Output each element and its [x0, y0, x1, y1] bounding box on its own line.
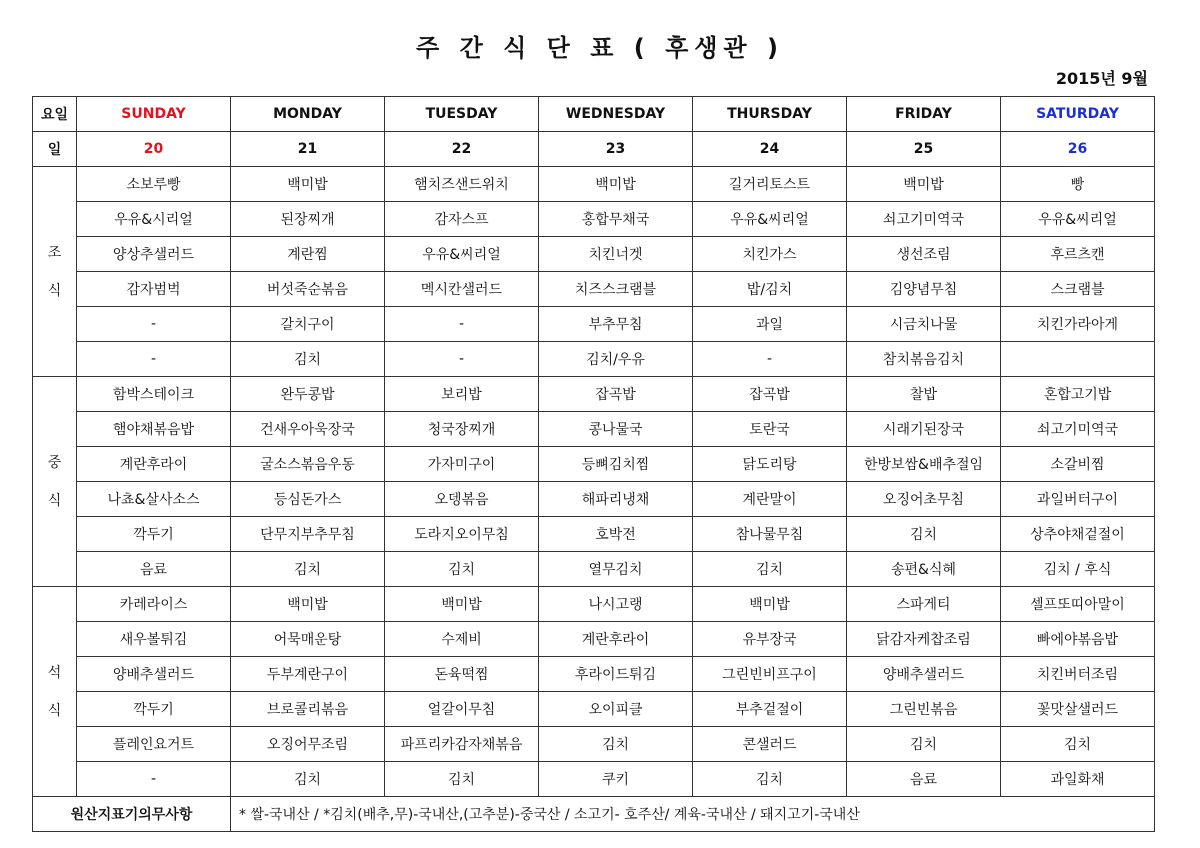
menu-item: - — [385, 342, 539, 377]
menu-item: 참치볶음김치 — [847, 342, 1001, 377]
menu-item: 쇠고기미역국 — [1001, 412, 1155, 447]
breakfast-menu-row — [33, 342, 1155, 377]
menu-item: 백미밥 — [539, 167, 693, 202]
origin-notes-row — [33, 797, 1155, 832]
menu-item: 김치 — [693, 762, 847, 797]
menu-item: 과일 — [693, 307, 847, 342]
menu-item: 계란찜 — [231, 237, 385, 272]
menu-item: 햄야채볶음밥 — [77, 412, 231, 447]
menu-item: 플레인요거트 — [77, 727, 231, 762]
menu-item: 백미밥 — [231, 167, 385, 202]
menu-item: 새우볼튀김 — [77, 622, 231, 657]
menu-item: 시래기된장국 — [847, 412, 1001, 447]
menu-item: 김치 — [231, 342, 385, 377]
menu-item: 굴소스볶음우동 — [231, 447, 385, 482]
page-title: 주 간 식 단 표 ( 후생관 ) — [416, 34, 784, 62]
menu-item: 계란후라이 — [539, 622, 693, 657]
weekly-menu-table — [32, 96, 1155, 832]
menu-item: 감자범벅 — [77, 272, 231, 307]
menu-item: 김치 — [231, 762, 385, 797]
menu-item: 김치 / 후식 — [1001, 552, 1155, 587]
menu-item: 그린빈비프구이 — [693, 657, 847, 692]
menu-item: 유부장국 — [693, 622, 847, 657]
menu-item: 어묵매운탕 — [231, 622, 385, 657]
menu-item: 깍두기 — [77, 517, 231, 552]
menu-item: 보리밥 — [385, 377, 539, 412]
breakfast-menu-row — [33, 272, 1155, 307]
menu-item: 함박스테이크 — [77, 377, 231, 412]
breakfast-label-top: 조 — [47, 244, 62, 261]
menu-item: 토란국 — [693, 412, 847, 447]
lunch-label — [33, 377, 77, 587]
menu-item: 갈치구이 — [231, 307, 385, 342]
lunch-label-top: 중 — [47, 454, 62, 471]
menu-item: - — [77, 307, 231, 342]
menu-item: 치킨버터조림 — [1001, 657, 1155, 692]
menu-item: 버섯죽순볶음 — [231, 272, 385, 307]
menu-item: 후르츠캔 — [1001, 237, 1155, 272]
menu-item: 김치 — [231, 552, 385, 587]
day-name-saturday: SATURDAY — [1001, 97, 1155, 132]
menu-item: 생선조림 — [847, 237, 1001, 272]
lunch-label-bottom: 식 — [47, 492, 62, 509]
menu-item: 카레라이스 — [77, 587, 231, 622]
menu-item: 꽃맛살샐러드 — [1001, 692, 1155, 727]
menu-item: 멕시칸샐러드 — [385, 272, 539, 307]
menu-item: 오이피클 — [539, 692, 693, 727]
menu-item: 송편&식혜 — [847, 552, 1001, 587]
menu-item: 돈육떡찜 — [385, 657, 539, 692]
menu-item: 참나물무침 — [693, 517, 847, 552]
date-thursday: 24 — [693, 132, 847, 167]
menu-item: 완두콩밥 — [231, 377, 385, 412]
menu-item: 빵 — [1001, 167, 1155, 202]
menu-item: 혼합고기밥 — [1001, 377, 1155, 412]
dinner-menu-row — [33, 622, 1155, 657]
menu-item: 브로콜리볶음 — [231, 692, 385, 727]
menu-item: 홍합무채국 — [539, 202, 693, 237]
menu-item: 김치 — [847, 517, 1001, 552]
menu-item: - — [693, 342, 847, 377]
date-friday: 25 — [847, 132, 1001, 167]
menu-item: 단무지부추무침 — [231, 517, 385, 552]
menu-item: 시금치나물 — [847, 307, 1001, 342]
weekday-row — [33, 97, 1155, 132]
menu-item: 과일화채 — [1001, 762, 1155, 797]
menu-item: 쇠고기미역국 — [847, 202, 1001, 237]
dinner-label-top: 석 — [47, 664, 62, 681]
breakfast-label-bottom: 식 — [47, 282, 62, 299]
menu-item: 우유&씨리얼 — [385, 237, 539, 272]
lunch-menu-row — [33, 412, 1155, 447]
menu-item: 치킨너겟 — [539, 237, 693, 272]
menu-item: 백미밥 — [385, 587, 539, 622]
menu-item: 잡곡밥 — [693, 377, 847, 412]
menu-item: 김양념무침 — [847, 272, 1001, 307]
menu-item: 수제비 — [385, 622, 539, 657]
menu-item: 소갈비찜 — [1001, 447, 1155, 482]
menu-item: 상추야채겉절이 — [1001, 517, 1155, 552]
menu-item: 계란후라이 — [77, 447, 231, 482]
menu-item: 빠에야볶음밥 — [1001, 622, 1155, 657]
month-label: 2015년 9월 — [1055, 69, 1148, 88]
date-tuesday: 22 — [385, 132, 539, 167]
menu-item: 백미밥 — [231, 587, 385, 622]
menu-item: 얼갈이무침 — [385, 692, 539, 727]
menu-item: 백미밥 — [847, 167, 1001, 202]
date-row — [33, 132, 1155, 167]
menu-item: 계란말이 — [693, 482, 847, 517]
day-name-monday: MONDAY — [231, 97, 385, 132]
dinner-label — [33, 587, 77, 797]
day-name-thursday: THURSDAY — [693, 97, 847, 132]
menu-item: 건새우아욱장국 — [231, 412, 385, 447]
date-wednesday: 23 — [539, 132, 693, 167]
menu-item: 나시고랭 — [539, 587, 693, 622]
lunch-menu-row — [33, 482, 1155, 517]
menu-item: 햄치즈샌드위치 — [385, 167, 539, 202]
day-name-tuesday: TUESDAY — [385, 97, 539, 132]
menu-item: 김치 — [847, 727, 1001, 762]
menu-item: 깍두기 — [77, 692, 231, 727]
menu-item: 치킨가라아게 — [1001, 307, 1155, 342]
menu-item: 김치 — [385, 762, 539, 797]
menu-item: 우유&시리얼 — [77, 202, 231, 237]
menu-item: 음료 — [77, 552, 231, 587]
origin-notes-text: * 쌀-국내산 / *김치(배추,무)-국내산,(고추분)-중국산 / 소고기- 호주산/ 계육-국내산 / 돼지고기-국내산 — [231, 797, 1155, 832]
menu-item: 콘샐러드 — [693, 727, 847, 762]
menu-item: 스파게티 — [847, 587, 1001, 622]
dinner-menu-row — [33, 727, 1155, 762]
menu-item: 닭도리탕 — [693, 447, 847, 482]
menu-item: 스크램블 — [1001, 272, 1155, 307]
date-header-label: 일 — [33, 132, 77, 167]
lunch-menu-row — [33, 377, 1155, 412]
menu-item — [1001, 342, 1155, 377]
dinner-label-bottom: 식 — [47, 702, 62, 719]
menu-item: 과일버터구이 — [1001, 482, 1155, 517]
date-monday: 21 — [231, 132, 385, 167]
lunch-menu-row — [33, 552, 1155, 587]
breakfast-label — [33, 167, 77, 377]
menu-item: 셀프또띠아말이 — [1001, 587, 1155, 622]
day-name-wednesday: WEDNESDAY — [539, 97, 693, 132]
menu-item: 열무김치 — [539, 552, 693, 587]
menu-item: 김치 — [1001, 727, 1155, 762]
menu-item: 등심돈가스 — [231, 482, 385, 517]
menu-item: 우유&씨리얼 — [1001, 202, 1155, 237]
menu-item: 등뼈김치찜 — [539, 447, 693, 482]
menu-item: 우유&씨리얼 — [693, 202, 847, 237]
menu-item: 잡곡밥 — [539, 377, 693, 412]
menu-item: 후라이드튀김 — [539, 657, 693, 692]
origin-notes-label: 원산지표기의무사항 — [33, 797, 231, 832]
menu-item: 소보루빵 — [77, 167, 231, 202]
menu-item: 백미밥 — [693, 587, 847, 622]
menu-item: 감자스프 — [385, 202, 539, 237]
menu-item: 치킨가스 — [693, 237, 847, 272]
lunch-menu-row — [33, 447, 1155, 482]
menu-item: 김치 — [539, 727, 693, 762]
menu-item: 오뎅볶음 — [385, 482, 539, 517]
menu-item: 김치 — [693, 552, 847, 587]
date-sunday: 20 — [77, 132, 231, 167]
menu-item: 호박전 — [539, 517, 693, 552]
date-saturday: 26 — [1001, 132, 1155, 167]
menu-item: 부추무침 — [539, 307, 693, 342]
menu-item: 된장찌개 — [231, 202, 385, 237]
menu-item: 양배추샐러드 — [77, 657, 231, 692]
breakfast-menu-row — [33, 202, 1155, 237]
menu-item: 콩나물국 — [539, 412, 693, 447]
menu-item: 오징어초무침 — [847, 482, 1001, 517]
menu-item: 김치 — [385, 552, 539, 587]
menu-item: 파프리카감자채볶음 — [385, 727, 539, 762]
menu-item: - — [385, 307, 539, 342]
menu-item: 부추겉절이 — [693, 692, 847, 727]
lunch-menu-row — [33, 517, 1155, 552]
menu-item: 오징어무조림 — [231, 727, 385, 762]
menu-item: - — [77, 762, 231, 797]
menu-item: 음료 — [847, 762, 1001, 797]
breakfast-menu-row — [33, 167, 1155, 202]
day-name-sunday: SUNDAY — [77, 97, 231, 132]
menu-item: 찰밥 — [847, 377, 1001, 412]
dinner-menu-row — [33, 587, 1155, 622]
menu-item: 치즈스크램블 — [539, 272, 693, 307]
menu-item: 청국장찌개 — [385, 412, 539, 447]
breakfast-menu-row — [33, 307, 1155, 342]
menu-item: 양상추샐러드 — [77, 237, 231, 272]
breakfast-menu-row — [33, 237, 1155, 272]
menu-item: 밥/김치 — [693, 272, 847, 307]
menu-item: 한방보쌈&배추절임 — [847, 447, 1001, 482]
menu-item: 길거리토스트 — [693, 167, 847, 202]
day-name-friday: FRIDAY — [847, 97, 1001, 132]
dinner-menu-row — [33, 657, 1155, 692]
menu-item: 가자미구이 — [385, 447, 539, 482]
menu-item: 김치/우유 — [539, 342, 693, 377]
menu-item: 도라지오이무침 — [385, 517, 539, 552]
dinner-menu-row — [33, 762, 1155, 797]
menu-item: 양배추샐러드 — [847, 657, 1001, 692]
menu-item: 닭감자케찹조림 — [847, 622, 1001, 657]
menu-item: 해파리냉채 — [539, 482, 693, 517]
menu-item: 쿠키 — [539, 762, 693, 797]
weekday-header-label: 요일 — [33, 97, 77, 132]
menu-item: 그린빈볶음 — [847, 692, 1001, 727]
dinner-menu-row — [33, 692, 1155, 727]
menu-item: 나쵸&살사소스 — [77, 482, 231, 517]
menu-item: - — [77, 342, 231, 377]
menu-item: 두부계란구이 — [231, 657, 385, 692]
